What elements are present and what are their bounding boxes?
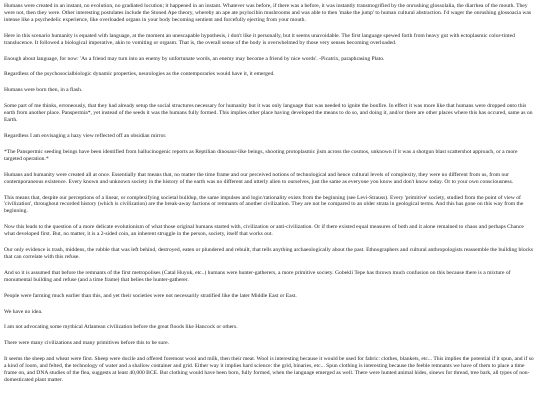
paragraph: Humans were born then, in a flash. <box>4 87 83 94</box>
paragraph: Enough about language, for now: 'As a friend may turn into an enemy by unfortunate words, an enemy may become a friend by nice words'. -Picatrix, paraphrasing Plato. <box>4 55 385 62</box>
paragraph: Here in this scenario humanity is equated with language, at the moment an unescapable hypothesis, i don't like it personally, but it seems unavoidable. The first language spewed forth from heavy gut with ectoplasmic color-tinted translucence. It followed a biological imperative, akin to vomiting or orgasm. That is, the overall sense of the body is overwhelmed by those very senses becoming overloaded. <box>4 32 515 46</box>
paragraph: Regardless of the psychosocialbiologic dynamic properties, neurologies as the contemporaries would have it, it emerged. <box>4 71 275 78</box>
paragraph: It seems the sheep and wheat were first. Sheep were docile and offered foremost wool and milk, then their meat. Wool is interesting because it would be used for fabric: clothes, blankets, etc... This implies the potential if it spun, and if so a kind of loom, and felted, the technology of water and a shallow container and grid. Either way it implies hard science: the grid, binaries, etc... Spun clothing is interesting because the feeble remnants we have of them to place a time frame on, and DNA studies of the flea, suggests at least 40,000 BCE. But clothing would have been born, fully formed, when the language emerged as well. There were hunted animal hides, sinews for thread, tree bark, all types of non-domesticated plant matter. <box>4 356 534 383</box>
paragraph: This means that, despite our perceptions of a linear, or complexifying societal buildup, the same impulses and logic/rationality exists from the beginning (see Levi-Strauss). Every 'primitive' society, studied from the point of view of 'civilization', throughout recorded history (which is civilization) are the break-away factions or remnants of another civilization. They are not be compared to an older strata in geological terms. And this has gone on this way from the beginning. <box>4 194 524 215</box>
paragraph: There were many civilizations and many primitives before this to be sure. <box>4 340 169 347</box>
paragraph: We have no idea. <box>4 308 43 315</box>
paragraph: Our only evidence is trash, middens, the rubble that was left behind, destroyed, eaten or plundered and rebuilt, that tells anything archaeologically about the past. Ethnographers and cultural anthropologists reassemble the building blocks that can correlate with this refuse. <box>4 247 534 260</box>
paragraph: I am not advocating some mythical Atlantean civilization before the great floods like Hancock or others. <box>4 324 238 331</box>
paragraph: Some part of me thinks, erroneously, that they had already setup the social structures necessary for humanity but it was only language that was needed to ignite the bonfire. In effect it was more like that humans were dropped onto this earth from another place. Panspermia*, yet instead of the seeds it was the humans fully formed. This implies other place having developed the means to do so, and doing it, and/or there are other places where this has occured, same as on Earth. <box>4 103 533 124</box>
paragraph: Now this leads to the question of a more delicate evolutionism of what those original humans started with, civilization or anti-civilization. Or if there existed equal measures of both and it alone remained to chaos and perhaps Chance what developed first. But, no matter, it is a 2-sided coin, an inherent struggle in the person, society, itself that works out. <box>4 224 524 238</box>
paragraph: And so it is assumed that before the remnants of the first metropolises (Catal Huyuk, etc..) humans were hunter-gatherers, a more primitive society. Gobekli Tepe has thrown much confusion on this because there is a mixture of monumental building and refuse (and a time frame) that belies the hunter-gatherer. <box>4 269 511 283</box>
paragraph: Humans were created in an instant, no evolution, no gradiated locution; it happened in an instant. Whatever was before, if there was a before, it was instantly transmogrified by the onrushing glossolalia, the diarrhea of the mouth. They were not, then they were. Other interesting postulates include the Stoned Ape theory, whereby an ape ate psylocibin mushrooms and was able to then 'make the jump' to human cultural abstraction. I'd wager the onrushing glossoacia was intense like a psychedelic experience, like overloaded organs in your body becoming sentient and forcefully ejecting from your mouth. <box>4 3 532 23</box>
paragraph: People were farming much earlier than this, and yet their societies were not necessarily stratified like the later Middle East or East. <box>4 292 297 299</box>
footnote-paragraph: *The Panspermic seeding beings have been identified from hallucinogenic reports as Reptilian dinosaur-like beings, shooting protoplasmic jism across the cosmos, unknown if it was a shotgun blast scattershot approach, or a more targeted operation.* <box>4 148 518 162</box>
paragraph: Regardless I am envisaging a hazy view reflected off an obsidian mirror. <box>4 132 167 139</box>
paragraph: Humans and humanity were created all at once. Essentially that means that, no matter the time frame and our perceived notions of technological and hence cultural levels of complexity, they were no different from us, from our contemporaneous existence. Every known and unknown society in the history of the earth was no different and utterly alien to ourselves, just the same as everyone you know and don't know today. Or to your own consciousness. <box>4 171 514 185</box>
